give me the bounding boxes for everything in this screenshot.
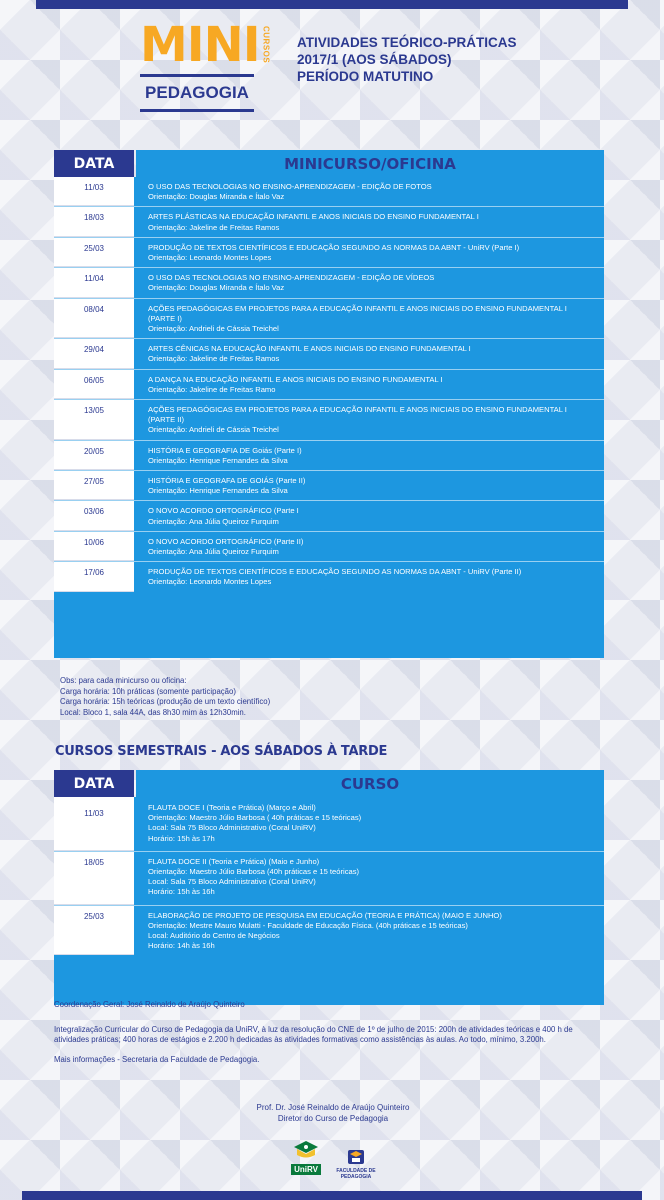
- activity-orientation: Orientação: Ana Júlia Queiroz Furquim: [148, 516, 279, 526]
- signature-role: Diretor do Curso de Pedagogia: [277, 1113, 389, 1123]
- row-date: 03/06: [54, 501, 134, 530]
- course-title: FLAUTA DOCE II (Teoria e Prática) (Maio e Junho): [148, 856, 320, 866]
- unirv-emblem-icon: [291, 1140, 321, 1162]
- activity-orientation: Orientação: Andrieli de Cássia Treichel: [148, 425, 279, 435]
- row-date: 18/05: [54, 852, 134, 905]
- table-row: [54, 268, 604, 298]
- row-content: [134, 299, 604, 339]
- minicourse-table: [54, 150, 604, 658]
- unirv-wordmark: UniRV: [291, 1164, 321, 1175]
- header-line-1: ATIVIDADES TEÓRICO-PRÁTICAS: [297, 35, 517, 50]
- unirv-logo: [288, 1140, 324, 1180]
- table-row: [54, 797, 604, 852]
- activity-title: AÇÕES PEDAGÓGICAS EM PROJETOS PARA A EDUCAÇÃO INFANTIL E ANOS INICIAIS DO ENSINO FUNDAMENTAL I (PARTE I): [148, 303, 567, 323]
- row-content: [134, 207, 604, 236]
- row-content: [134, 532, 604, 561]
- course-table: [54, 770, 604, 1005]
- row-date: 11/03: [54, 177, 134, 206]
- row-date: 17/06: [54, 562, 134, 591]
- row-content: [134, 852, 604, 905]
- course-schedule: Horário: 14h às 16h: [148, 941, 215, 951]
- row-date: 20/05: [54, 441, 134, 470]
- activity-title: O NOVO ACORDO ORTOGRÁFICO (Parte II): [148, 536, 304, 546]
- obs-line: Obs: para cada minicurso ou oficina:: [60, 676, 187, 685]
- activity-title: PRODUÇÃO DE TEXTOS CIENTÍFICOS E EDUCAÇÃO SEGUNDO AS NORMAS DA ABNT - UniRV (Parte I): [148, 242, 520, 252]
- table-header: [54, 150, 604, 177]
- top-bar: [36, 0, 628, 9]
- row-content: [134, 339, 604, 368]
- activity-orientation: Orientação: Henrique Fernandes da Silva: [148, 486, 288, 496]
- faculdade-pedagogia-logo: [336, 1146, 376, 1180]
- coordination-text: Coordenação Geral: José Reinaldo de Araújo Quinteiro: [54, 1000, 245, 1009]
- bottom-bar: [22, 1191, 642, 1200]
- table-row: [54, 562, 604, 591]
- table-row: [54, 441, 604, 471]
- column-header-minicourse: MINICURSO/OFICINA: [136, 150, 604, 177]
- activity-orientation: Orientação: Jakeline de Freitas Ramo: [148, 384, 276, 394]
- row-content: [134, 268, 604, 297]
- course-title: FLAUTA DOCE I (Teoria e Prática) (Março e Abril): [148, 803, 316, 812]
- row-content: [134, 797, 604, 851]
- column-header-date: DATA: [54, 150, 134, 177]
- row-date: 10/06: [54, 532, 134, 561]
- header-line-3: PERÍODO MATUTINO: [297, 69, 434, 84]
- table-row: [54, 400, 604, 441]
- minicourse-table-body: [54, 177, 604, 658]
- activity-orientation: Orientação: Andrieli de Cássia Treichel: [148, 324, 279, 334]
- course-title: ELABORAÇÃO DE PROJETO DE PESQUISA EM EDUCAÇÃO (TEORIA E PRÁTICA) (MAIO E JUNHO): [148, 910, 502, 920]
- course-location: Local: Sala 75 Bloco Administrativo (Coral UniRV): [148, 877, 316, 887]
- row-content: [134, 471, 604, 500]
- activity-title: PRODUÇÃO DE TEXTOS CIENTÍFICOS E EDUCAÇÃO SEGUNDO AS NORMAS DA ABNT - UniRV (Parte II): [148, 567, 522, 577]
- activity-orientation: Orientação: Ana Júlia Queiroz Furquim: [148, 547, 279, 557]
- row-content: [134, 906, 604, 956]
- pedagogia-emblem-icon: [345, 1146, 367, 1168]
- logo-mini-text: MINI: [140, 17, 260, 73]
- header-line-2: 2017/1 (AOS SÁBADOS): [297, 52, 452, 67]
- row-content: [134, 441, 604, 470]
- activity-orientation: Orientação: Leonardo Montes Lopes: [148, 577, 272, 587]
- logo-divider-bottom: [140, 109, 254, 112]
- row-date: 08/04: [54, 299, 134, 339]
- header-title: [297, 34, 517, 85]
- table-header: [54, 770, 604, 797]
- table-row: [54, 339, 604, 369]
- footer-notes: [54, 1000, 606, 1074]
- activity-orientation: Orientação: Leonardo Montes Lopes: [148, 253, 272, 263]
- activity-title: ARTES PLÁSTICAS NA EDUCAÇÃO INFANTIL E ANOS INICIAIS DO ENSINO FUNDAMENTAL I: [148, 212, 479, 222]
- activity-title: HISTÓRIA E GEOGRAFIA DE Goiás (Parte I): [148, 445, 302, 455]
- more-info-text: Mais informações - Secretaria da Faculdade de Pedagogia.: [54, 1054, 260, 1064]
- activity-title: A DANÇA NA EDUCAÇÃO INFANTIL E ANOS INICIAIS DO ENSINO FUNDAMENTAL I: [148, 374, 443, 384]
- mini-cursos-logo: [140, 17, 271, 112]
- section-title-semester-courses: CURSOS SEMESTRAIS - AOS SÁBADOS À TARDE: [55, 744, 388, 759]
- row-date: 11/03: [54, 797, 134, 851]
- table-row: [54, 207, 604, 237]
- logo-divider: [140, 74, 254, 77]
- curriculum-text: Integralização Curricular do Curso de Pedagogia da UniRV, à luz da resolução do CNE de 1º de julho de 2015: 200h de atividades teóricas e 400 h de atividades práticas; 400 horas de estágios e 2.200 h dedicadas às atividades formativas como assistências às aulas. Ao todo, mínimo, 3.200h.: [54, 1024, 573, 1044]
- activity-orientation: Orientação: Jakeline de Freitas Ramos: [148, 354, 280, 364]
- course-orientation: Orientação: Mestre Mauro Mulatti - Faculdade de Educação Física. (40h práticas e 15 teóricas): [148, 920, 468, 930]
- row-content: [134, 501, 604, 530]
- row-date: 06/05: [54, 370, 134, 399]
- logo-cursos-text: CURSOS: [261, 26, 271, 64]
- course-schedule: Horário: 15h às 17h: [148, 833, 215, 843]
- table-row: [54, 852, 604, 906]
- row-content: [134, 238, 604, 267]
- activity-title: O USO DAS TECNOLOGIAS NO ENSINO-APRENDIZAGEM - EDIÇÃO DE FOTOS: [148, 182, 432, 191]
- institution-logos: [288, 1140, 376, 1180]
- row-content: [134, 400, 604, 440]
- pedagogia-label: PEDAGOGIA: [340, 1174, 372, 1180]
- course-location: Local: Auditório do Centro de Negócios: [148, 931, 280, 941]
- activity-orientation: Orientação: Henrique Fernandes da Silva: [148, 455, 288, 465]
- activity-orientation: Orientação: Douglas Miranda e Ítalo Vaz: [148, 192, 285, 202]
- row-content: [134, 562, 604, 591]
- row-date: 25/03: [54, 238, 134, 267]
- column-header-date: DATA: [54, 770, 134, 797]
- course-location: Local: Sala 75 Bloco Administrativo (Coral UniRV): [148, 823, 316, 833]
- table-row: [54, 906, 604, 956]
- activity-orientation: Orientação: Douglas Miranda e Ítalo Vaz: [148, 283, 285, 293]
- table-row: [54, 299, 604, 340]
- row-date: 29/04: [54, 339, 134, 368]
- row-date: 13/05: [54, 400, 134, 440]
- course-table-body: [54, 797, 604, 1005]
- obs-line: Carga horária: 10h práticas (somente participação): [60, 686, 236, 696]
- course-schedule: Horário: 15h às 16h: [148, 887, 215, 897]
- activity-title: O USO DAS TECNOLOGIAS NO ENSINO-APRENDIZAGEM - EDIÇÃO DE VÍDEOS: [148, 273, 435, 283]
- table-row: [54, 471, 604, 501]
- table-row: [54, 532, 604, 562]
- activity-title: ARTES CÊNICAS NA EDUCAÇÃO INFANTIL E ANOS INICIAIS DO ENSINO FUNDAMENTAL I: [148, 344, 471, 354]
- obs-line: Local: Bloco 1, sala 44A, das 8h30 mim às 12h30min.: [60, 707, 246, 717]
- logo-pedagogia-text: PEDAGOGIA: [145, 83, 249, 102]
- course-orientation: Orientação: Maestro Júlio Barbosa (40h práticas e 15 teóricas): [148, 867, 360, 877]
- signature-name: Prof. Dr. José Reinaldo de Araújo Quinteiro: [256, 1103, 410, 1112]
- signature-block: [240, 1103, 426, 1124]
- observations: [60, 676, 270, 718]
- column-header-course: CURSO: [136, 770, 604, 797]
- course-orientation: Orientação: Maestro Júlio Barbosa ( 40h práticas e 15 teóricas): [148, 813, 362, 823]
- table-row: [54, 238, 604, 268]
- faculdade-label: FACULDADE DE: [336, 1168, 376, 1174]
- table-row: [54, 177, 604, 207]
- obs-line: Carga horária: 15h teóricas (produção de um texto científico): [60, 697, 271, 706]
- activity-title: HISTÓRIA E GEOGRAFA DE GOIÁS (Parte II): [148, 476, 306, 486]
- row-date: 18/03: [54, 207, 134, 236]
- activity-orientation: Orientação: Jakeline de Freitas Ramos: [148, 222, 280, 232]
- activity-title: O NOVO ACORDO ORTOGRÁFICO (Parte I: [148, 506, 299, 516]
- table-row: [54, 501, 604, 531]
- row-date: 11/04: [54, 268, 134, 297]
- row-date: 27/05: [54, 471, 134, 500]
- row-date: 25/03: [54, 906, 134, 956]
- row-content: [134, 177, 604, 206]
- activity-title: AÇÕES PEDAGÓGICAS EM PROJETOS PARA A EDUCAÇÃO INFANTIL E ANOS INICIAIS DO ENSINO FUNDAMENTAL I (PARTE II): [148, 405, 567, 425]
- row-content: [134, 370, 604, 399]
- table-row: [54, 370, 604, 400]
